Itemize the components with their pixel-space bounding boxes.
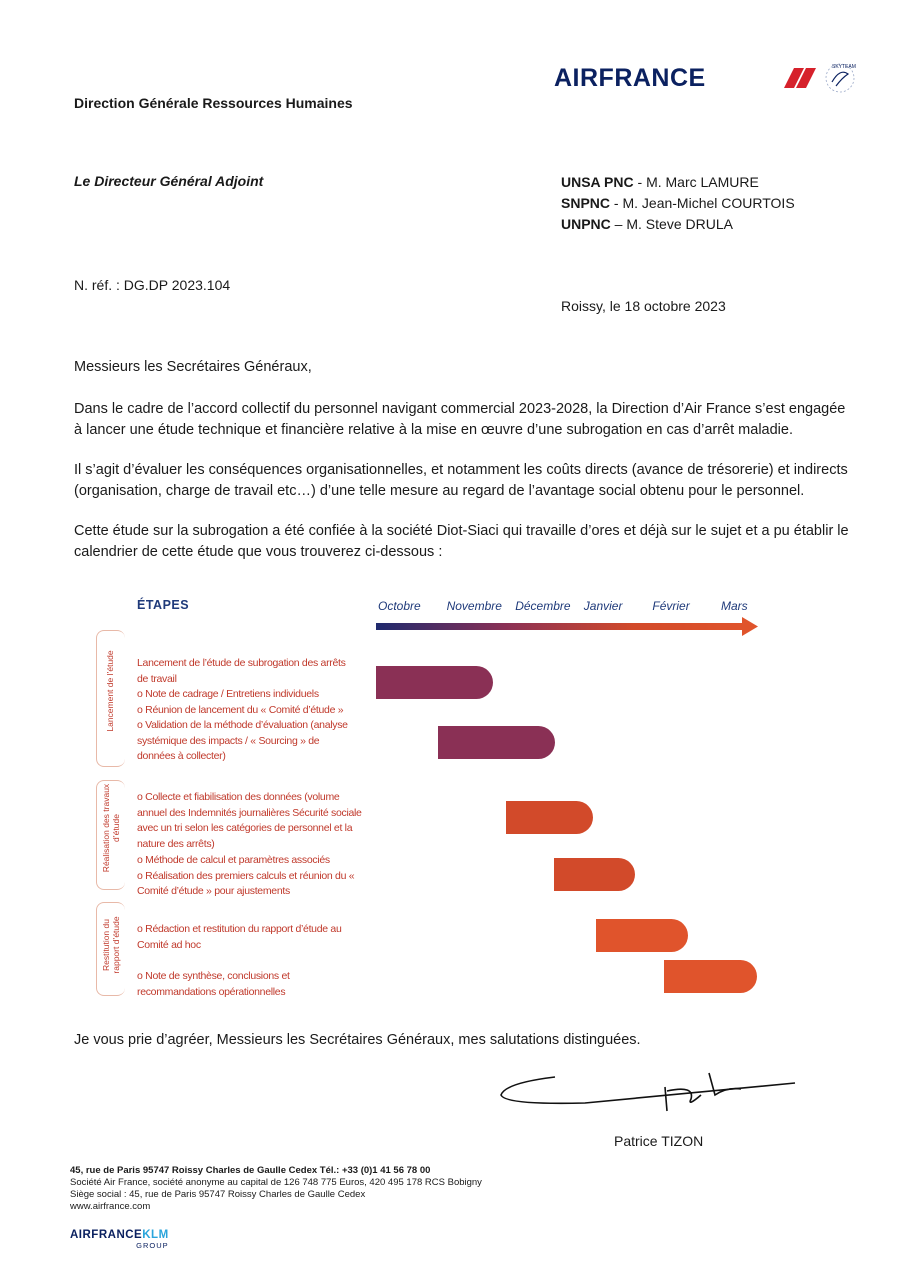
task-text: o Collecte et fiabilisation des données (volume annuel des Indemnités journalières Sécurité sociale avec un tri selon les catégories de personnel et la nature des arrêts) [137, 791, 362, 850]
recipient-name: M. Steve DRULA [626, 216, 733, 232]
recipient-separator: – [610, 216, 627, 232]
task-text: o Note de synthèse, conclusions et recommandations opérationnelles [137, 970, 290, 998]
airfrance-logo [554, 60, 864, 100]
signatory-name: Patrice TIZON [614, 1133, 704, 1149]
department-name: Direction Générale Ressources Humaines [74, 95, 353, 111]
closing: Je vous prie d’agréer, Messieurs les Secrétaires Généraux, mes salutations distinguées. [74, 1032, 641, 1048]
phase-label: Restitution du rapport d’étude [101, 916, 121, 974]
month-header: Décembre [515, 599, 571, 613]
handwritten-signature [495, 1065, 805, 1115]
recipient-org: UNSA PNC [561, 174, 634, 190]
phase-box-realisation [96, 780, 125, 890]
task-text: o Validation de la méthode d’évaluation (analyse systémique des impacts / « Sourcing » de données à collecter) [137, 719, 348, 762]
month-header: Février [652, 599, 690, 613]
task-text: o Rédaction et restitution du rapport d’étude au Comité ad hoc [137, 923, 342, 951]
month-header: Octobre [378, 599, 421, 613]
airfrance-stripes-icon [782, 66, 820, 90]
recipient-separator: - [610, 195, 623, 211]
paragraph-1: Dans le cadre de l’accord collectif du personnel navigant commercial 2023-2028, la Direction d’Air France s’est engagée à lancer une étude technique et financière relative à la mise en œuvre d’une subrogation en cas d’arrêt maladie. [74, 401, 846, 438]
month-header: Novembre [446, 599, 502, 613]
timeline-arrow [376, 617, 760, 639]
task-bar [438, 726, 555, 759]
gantt-chart [0, 590, 908, 1010]
airfrance-klm-group-logo [70, 1225, 169, 1250]
task-text: o Méthode de calcul et paramètres associés o Réalisation des premiers calculs et réunion du « Comité d’étude » pour ajustements [137, 854, 355, 897]
reference-number: N. réf. : DG.DP 2023.104 [74, 277, 231, 293]
group-brand-af: AIRFRANCE [70, 1229, 143, 1241]
phase-label: Réalisation des travaux d’étude [101, 783, 121, 873]
salutation: Messieurs les Secrétaires Généraux, [74, 359, 312, 375]
task-text: Lancement de l’étude de subrogation des arrêts de travail o Note de cadrage / Entretiens individuels o Réunion de lancement du « Comité d’étude » [137, 657, 346, 716]
sender-title: Le Directeur Général Adjoint [74, 173, 264, 189]
recipient-org: UNPNC [561, 216, 611, 232]
group-brand-klm: KLM [142, 1229, 169, 1241]
phase-box-lancement [96, 630, 125, 767]
skyteam-logo-icon [822, 60, 858, 96]
task-bar [506, 801, 592, 834]
recipient-separator: - [633, 174, 647, 190]
recipient-line [561, 193, 795, 214]
group-label: GROUP [136, 1241, 169, 1250]
place-date: Roissy, le 18 octobre 2023 [561, 298, 726, 314]
task-bar [664, 960, 757, 993]
recipient-name: M. Marc LAMURE [646, 174, 759, 190]
task-bar [376, 666, 493, 699]
recipient-line [561, 214, 795, 235]
etapes-header: ÉTAPES [137, 598, 190, 612]
recipient-org: SNPNC [561, 195, 611, 211]
month-header: Mars [721, 599, 748, 613]
footer-line-3: Siège social : 45, rue de Paris 95747 Roissy Charles de Gaulle Cedex [70, 1189, 366, 1200]
recipient-name: M. Jean-Michel COURTOIS [622, 195, 795, 211]
paragraph-2: Il s’agit d’évaluer les conséquences organisationnelles, et notamment les coûts directs (avance de trésorerie) et indirects (organisation, charge de travail etc…) d’une telle mesure au regard de l’avantage social obtenu pour le personnel. [74, 462, 848, 499]
phase-label: Lancement de l’étude [105, 650, 115, 732]
skyteam-label: SKYTEAM [832, 64, 856, 70]
task-bar [554, 858, 634, 891]
task-bar [596, 919, 689, 952]
footer-address [70, 1165, 482, 1213]
footer-line-1: 45, rue de Paris 95747 Roissy Charles de Gaulle Cedex Tél.: +33 (0)1 41 56 78 00 [70, 1165, 431, 1176]
recipient-line [561, 172, 795, 193]
footer-website: www.airfrance.com [70, 1201, 151, 1212]
recipients-list [561, 172, 795, 235]
phase-box-restitution [96, 902, 125, 996]
airfrance-wordmark: AIRFRANCE [554, 64, 706, 92]
month-header: Janvier [583, 599, 623, 613]
paragraph-3: Cette étude sur la subrogation a été confiée à la société Diot-Siaci qui travaille d’ores et déjà sur le sujet et a pu établir le calendrier de cette étude que vous trouverez ci-dessous : [74, 523, 849, 560]
footer-line-2: Société Air France, société anonyme au capital de 126 748 775 Euros, 420 495 178 RCS Bobigny [70, 1177, 482, 1188]
